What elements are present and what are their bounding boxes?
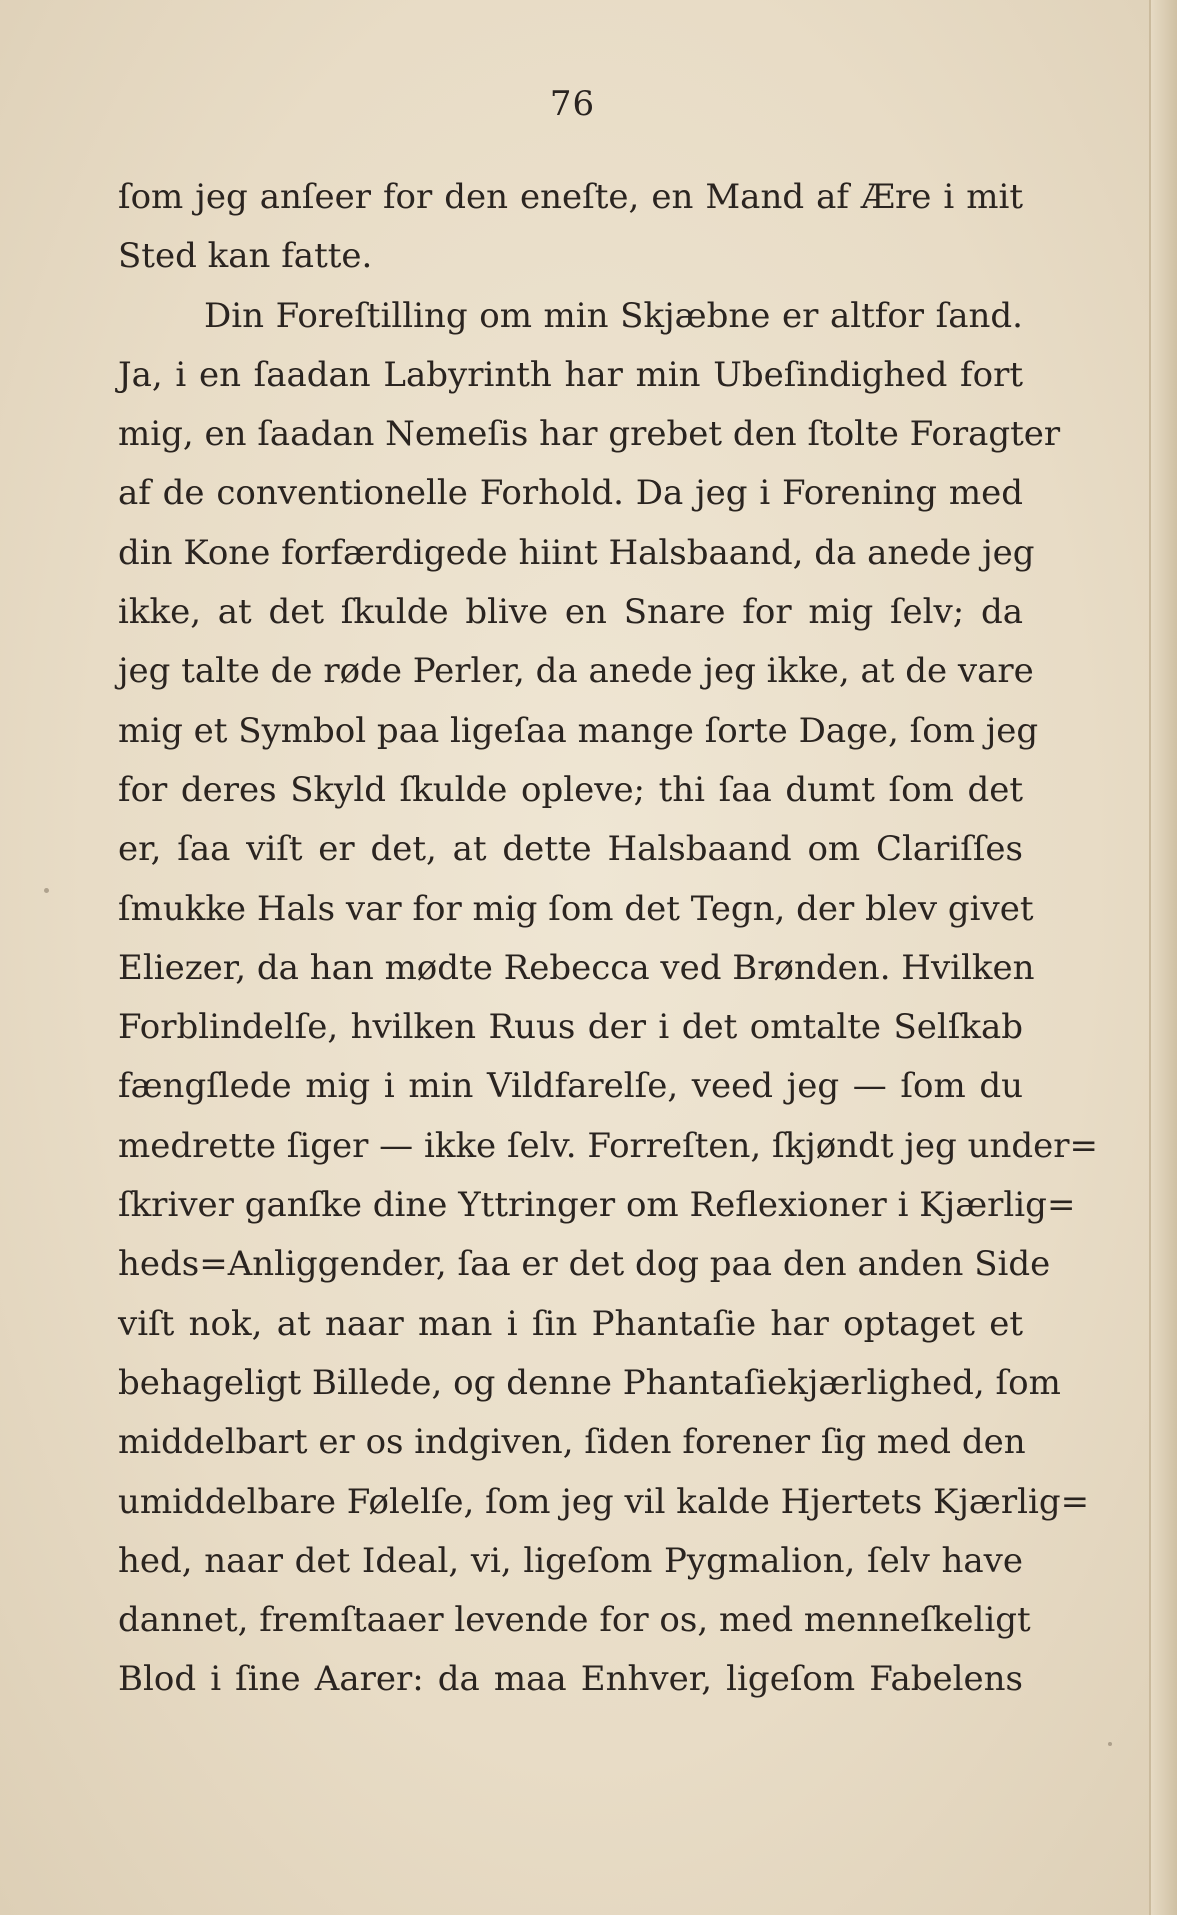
text-line: medrette ſiger — ikke ſelv. Forreſten, ſkjøndt jeg under= [118,1125,1099,1166]
text-line: Ja, i en ſaadan Labyrinth har min Ubeſindighed fort [118,354,1023,395]
text-line: er, ſaa viſt er det, at dette Halsbaand om Clariſſes [118,829,1023,870]
text-line: mig et Symbol paa ligeſaa mange ſorte Dage, ſom jeg [118,710,1039,751]
text-line: middelbart er os indgiven, ſiden forener ſig med den [118,1422,1026,1463]
text-line: Forblindelſe, hvilken Ruus der i det omtalte Selſkab [118,1007,1023,1048]
text-line: ſom jeg anſeer for den eneſte, en Mand af Ære i mit [118,177,1023,217]
text-line: Blod i ſine Aarer: da maa Enhver, ligeſom Fabelens [118,1659,1023,1700]
text-line: ſmukke Hals var for mig ſom det Tegn, der blev givet [118,888,1034,929]
text-line: dannet, fremſtaaer levende for os, med menneſkeligt [118,1600,1031,1641]
page-number: 76 [549,84,596,124]
text-line: mig, en ſaadan Nemeſis har grebet den ſtolte Foragter [118,414,1061,455]
text-line: for deres Skyld ſkulde opleve; thi ſaa dumt ſom det [118,769,1023,810]
text-line: jeg talte de røde Perler, da anede jeg ikke, at de vare [118,651,1034,692]
page-edge [1149,0,1177,1915]
text-line: Eliezer, da han mødte Rebecca ved Brønden. Hvilken [118,947,1035,988]
text-line: behageligt Billede, og denne Phantaſiekjærlighed, ſom [118,1362,1061,1403]
body-text [118,168,1099,1710]
text-line: umiddelbare Følelſe, ſom jeg vil kalde Hjertets Kjærlig= [118,1481,1090,1522]
text-line: ſkriver ganſke dine Yttringer om Reflexioner i Kjærlig= [118,1185,1076,1226]
text-line: Sted kan fatte. [118,236,373,277]
text-line: Din Foreſtilling om min Skjæbne er altfor ſand. [204,295,1023,336]
paper-speck [1108,1742,1112,1746]
text-line: hed, naar det Ideal, vi, ligeſom Pygmalion, ſelv have [118,1540,1023,1581]
text-line: heds=Anliggender, ſaa er det dog paa den anden Side [118,1244,1051,1285]
text-line: fængſlede mig i min Vildfarelſe, veed jeg — ſom du [118,1066,1023,1107]
text-line: viſt nok, at naar man i ſin Phantaſie har optaget et [118,1303,1023,1344]
paper-speck [44,888,49,893]
text-line: af de conventionelle Forhold. Da jeg i Forening med [118,473,1023,514]
text-line: ikke, at det ſkulde blive en Snare for mig ſelv; da [118,592,1023,633]
text-line: din Kone forfærdigede hiint Halsbaand, da anede jeg [118,532,1035,573]
